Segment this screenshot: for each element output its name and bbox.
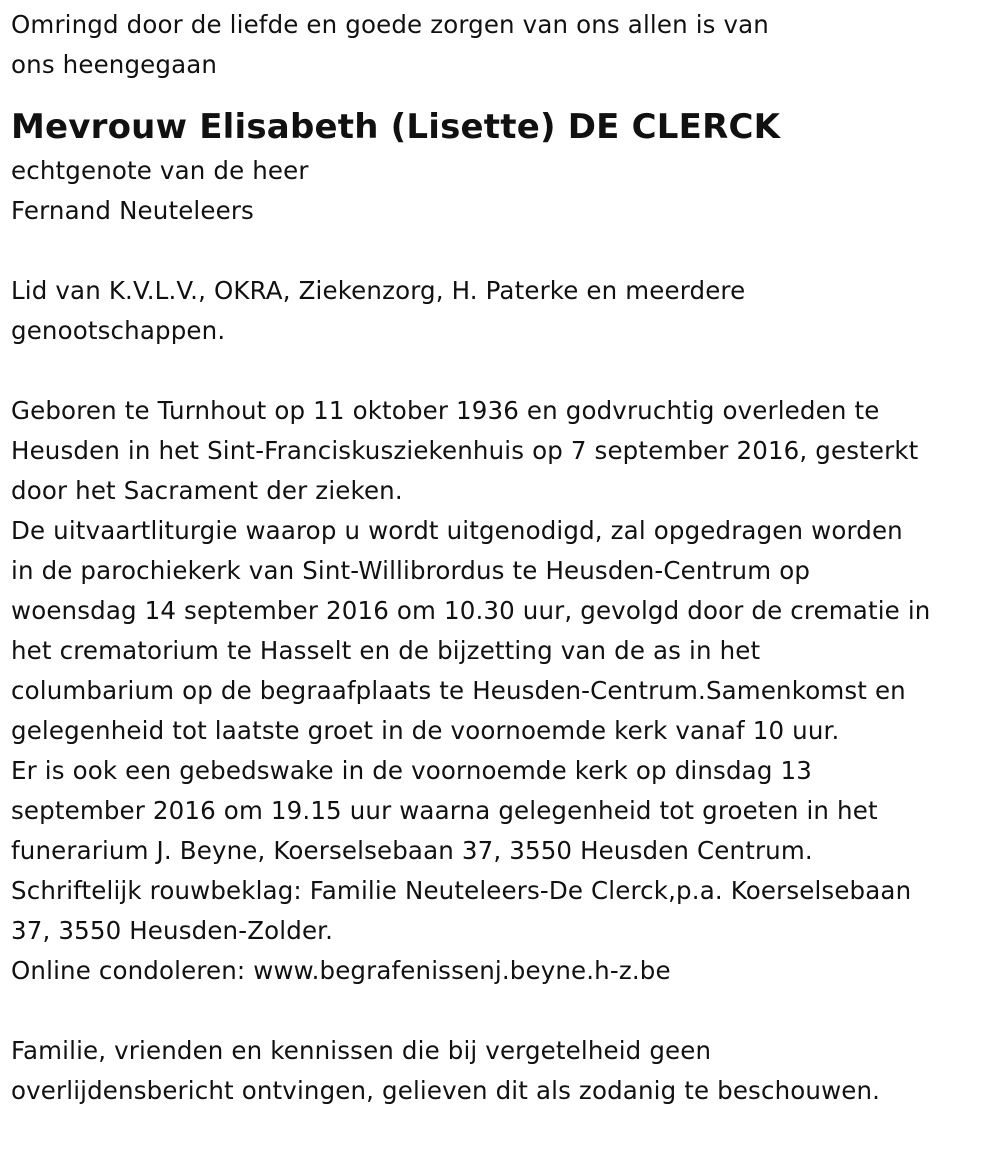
spouse-line: Fernand Neuteleers [11, 196, 254, 225]
deceased-block [11, 103, 996, 231]
intro-paragraph [11, 5, 996, 85]
deceased-name: Mevrouw Elisabeth (Lisette) DE CLERCK [11, 107, 781, 147]
spacer [11, 85, 996, 103]
details-line: columbarium op de begraafplaats te Heusden-Centrum.Samenkomst en [11, 676, 906, 705]
closing-line: overlijdensbericht ontvingen, gelieven dit als zodanig te beschouwen. [11, 1076, 881, 1105]
memberships-line: Lid van K.V.L.V., OKRA, Ziekenzorg, H. Paterke en meerdere [11, 276, 746, 305]
memberships-paragraph [11, 271, 996, 351]
closing-line: Familie, vrienden en kennissen die bij vergetelheid geen [11, 1036, 712, 1065]
details-line: Er is ook een gebedswake in de voornoemde kerk op dinsdag 13 [11, 756, 812, 785]
details-line: 37, 3550 Heusden-Zolder. [11, 916, 334, 945]
obituary-notice [11, 0, 996, 1111]
details-line: september 2016 om 19.15 uur waarna gelegenheid tot groeten in het [11, 796, 878, 825]
spacer [11, 231, 996, 271]
spacer [11, 351, 996, 391]
details-line: De uitvaartliturgie waarop u wordt uitgenodigd, zal opgedragen worden [11, 516, 903, 545]
details-line: woensdag 14 september 2016 om 10.30 uur, gevolgd door de crematie in [11, 596, 931, 625]
details-line: door het Sacrament der zieken. [11, 476, 403, 505]
details-line: Schriftelijk rouwbeklag: Familie Neuteleers-De Clerck,p.a. Koerselsebaan [11, 876, 912, 905]
closing-paragraph [11, 1031, 996, 1111]
intro-line: Omringd door de liefde en goede zorgen van ons allen is van [11, 10, 769, 39]
details-line: gelegenheid tot laatste groet in de voornoemde kerk vanaf 10 uur. [11, 716, 840, 745]
details-line: funerarium J. Beyne, Koerselsebaan 37, 3550 Heusden Centrum. [11, 836, 813, 865]
memberships-line: genootschappen. [11, 316, 226, 345]
details-line: Heusden in het Sint-Franciskusziekenhuis op 7 september 2016, gesterkt [11, 436, 919, 465]
spouse-line: echtgenote van de heer [11, 156, 309, 185]
details-line: Geboren te Turnhout op 11 oktober 1936 en godvruchtig overleden te [11, 396, 880, 425]
details-line: het crematorium te Hasselt en de bijzetting van de as in het [11, 636, 761, 665]
intro-line: ons heengegaan [11, 50, 218, 79]
condolence-url-line: Online condoleren: www.begrafenissenj.beyne.h-z.be [11, 956, 671, 985]
spacer [11, 991, 996, 1031]
details-line: in de parochiekerk van Sint-Willibrordus te Heusden-Centrum op [11, 556, 811, 585]
details-paragraph [11, 391, 996, 991]
